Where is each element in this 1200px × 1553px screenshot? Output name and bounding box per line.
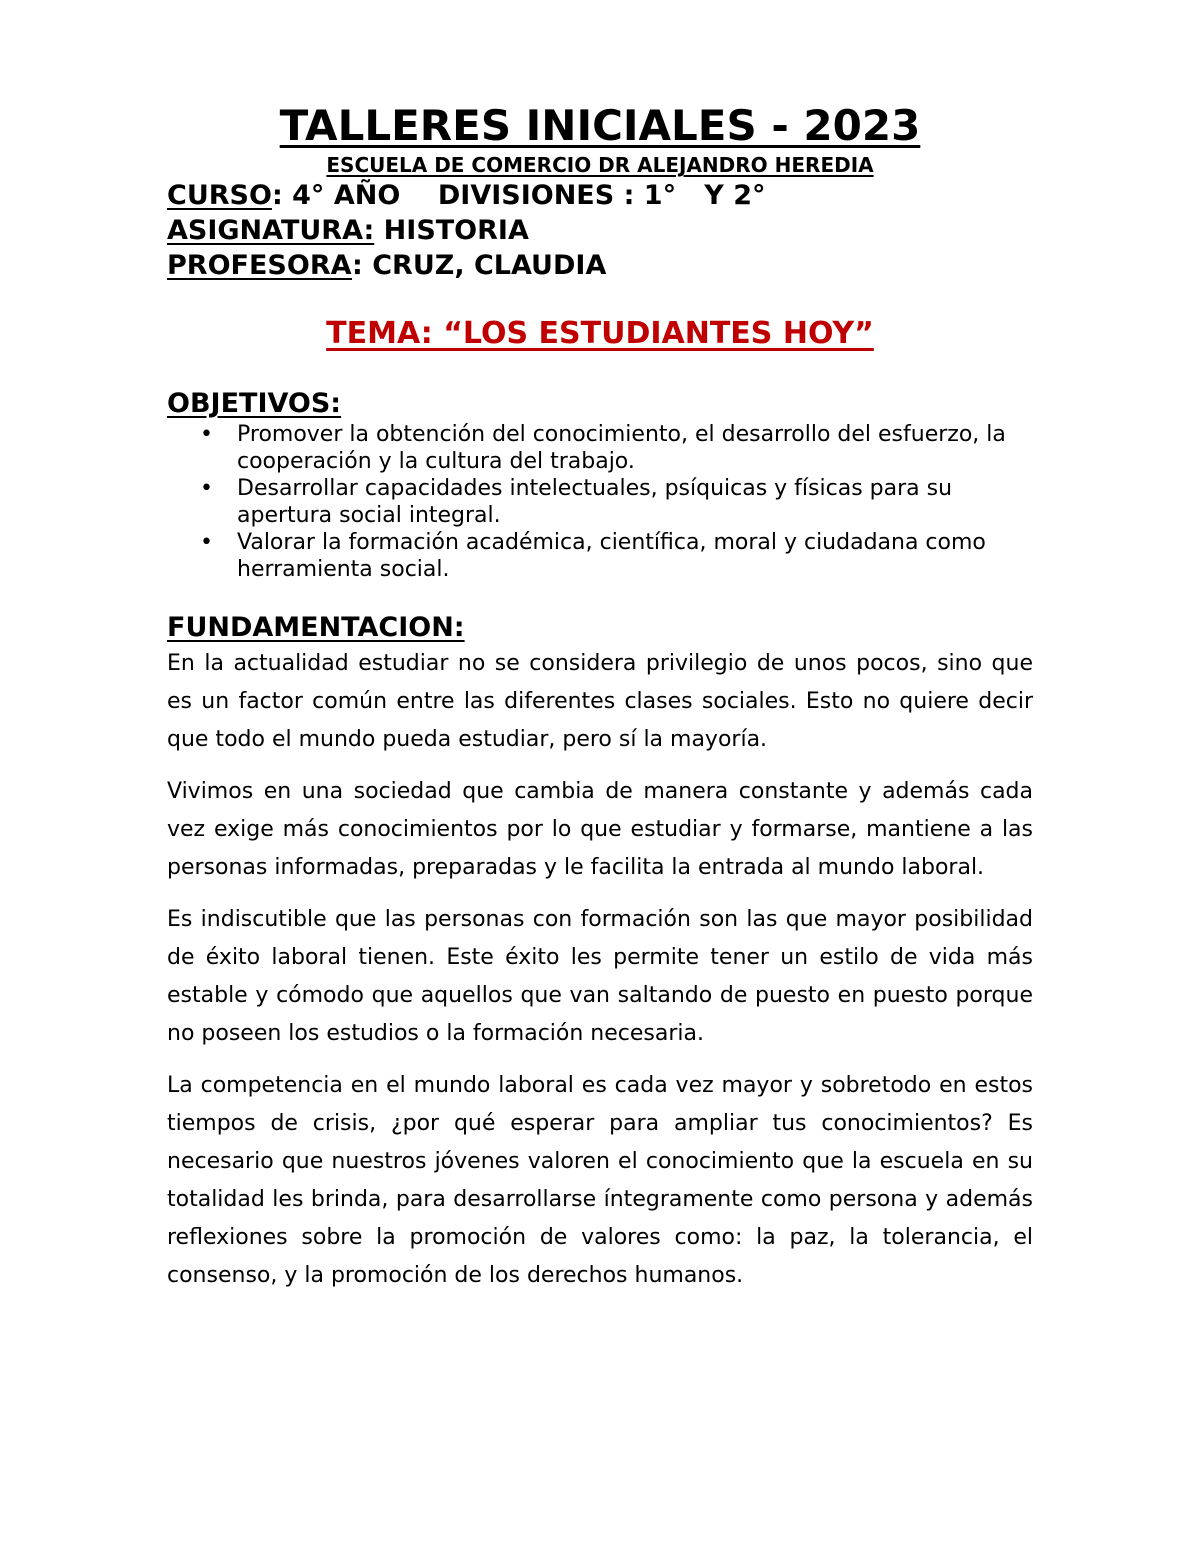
- asignatura-value: HISTORIA: [374, 215, 529, 246]
- asignatura-label: ASIGNATURA:: [167, 215, 375, 246]
- profesora-line: [167, 248, 1033, 283]
- objetivos-heading: OBJETIVOS:: [167, 388, 342, 419]
- document-page: [167, 100, 1033, 1309]
- document-title: TALLERES INICIALES - 2023: [279, 101, 921, 150]
- fundamentacion-heading: FUNDAMENTACION:: [167, 612, 465, 643]
- asignatura-line: [167, 213, 1033, 248]
- list-item: [167, 421, 1033, 475]
- tema-heading: TEMA: “LOS ESTUDIANTES HOY”: [326, 316, 874, 351]
- bullet-icon: •: [200, 530, 213, 555]
- curso-value: : 4° AÑO DIVISIONES : 1° Y 2°: [271, 180, 766, 211]
- fundamentacion-paragraph: Vivimos en una sociedad que cambia de manera constante y además cada vez exige más conocimientos por lo que estudiar y formarse, mantiene a las personas informadas, preparadas y le facilita la entrada al mundo laboral.: [167, 779, 1033, 880]
- curso-label: CURSO: [167, 180, 272, 211]
- school-name: ESCUELA DE COMERCIO DR ALEJANDRO HEREDIA: [326, 153, 874, 177]
- curso-line: [167, 178, 1033, 213]
- list-item: [167, 529, 1033, 583]
- objetivos-list: [167, 421, 1033, 583]
- bullet-icon: •: [200, 476, 213, 501]
- objetivo-text: Desarrollar capacidades intelectuales, psíquicas y físicas para su apertura social integral.: [237, 476, 953, 528]
- profesora-label: PROFESORA: [167, 250, 353, 281]
- list-item: [167, 475, 1033, 529]
- profesora-value: : CRUZ, CLAUDIA: [352, 250, 607, 281]
- fundamentacion-paragraph: En la actualidad estudiar no se considera privilegio de unos pocos, sino que es un factor común entre las diferentes clases sociales. Esto no quiere decir que todo el mundo pueda estudiar, pero sí la mayoría.: [167, 651, 1033, 752]
- fundamentacion-paragraph: Es indiscutible que las personas con formación son las que mayor posibilidad de éxito laboral tienen. Este éxito les permite tener un estilo de vida más estable y cómodo que aquellos que van saltando de puesto en puesto porque no poseen los estudios o la formación necesaria.: [167, 907, 1033, 1046]
- bullet-icon: •: [200, 422, 213, 447]
- fundamentacion-paragraph: La competencia en el mundo laboral es cada vez mayor y sobretodo en estos tiempos de crisis, ¿por qué esperar para ampliar tus conocimientos? Es necesario que nuestros jóvenes valoren el conocimiento que la escuela en su totalidad les brinda, para desarrollarse íntegramente como persona y además reflexiones sobre la promoción de valores como: la paz, la tolerancia, el consenso, y la promoción de los derechos humanos.: [167, 1073, 1033, 1288]
- objetivo-text: Valorar la formación académica, científica, moral y ciudadana como herramienta social.: [237, 530, 986, 582]
- objetivo-text: Promover la obtención del conocimiento, el desarrollo del esfuerzo, la cooperación y la cultura del trabajo.: [237, 422, 1006, 474]
